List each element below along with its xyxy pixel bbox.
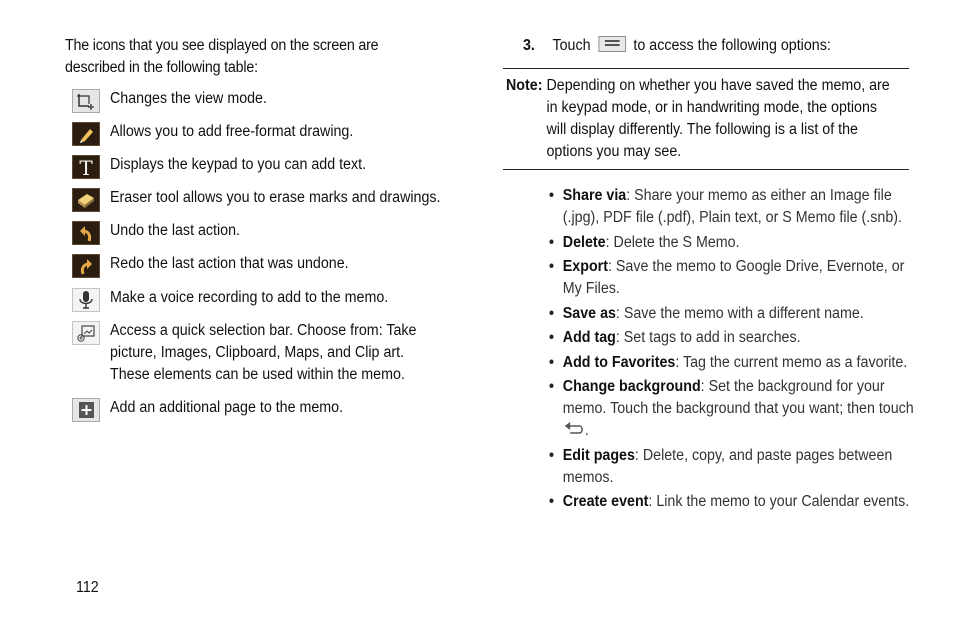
option-desc: : Link the memo to your Calendar events.: [648, 493, 910, 510]
option-desc: : Save the memo to Google Drive, Evernote, or My Files.: [562, 258, 905, 297]
eraser-icon: [72, 188, 100, 212]
note-block: [506, 75, 892, 163]
redo-icon: [72, 254, 100, 278]
option-desc-end: .: [584, 422, 589, 439]
option-term: Save as: [562, 304, 616, 322]
icon-desc: Allows you to add free-format drawing.: [110, 123, 354, 140]
svg-text:T: T: [79, 156, 93, 178]
add-page-icon: [72, 398, 100, 422]
note-bottom-rule: [503, 169, 909, 170]
icon-desc: Make a voice recording to add to the memo.: [110, 289, 389, 306]
note-text: Depending on whether you have saved the memo, are in keypad mode, or in handwriting mode, the options will display differently. The following is a list of the options you may see.: [546, 77, 890, 160]
icon-desc: Eraser tool allows you to erase marks and drawings.: [110, 189, 441, 206]
option-term: Add tag: [562, 329, 616, 346]
icon-desc: Displays the keypad to you can add text.: [110, 156, 367, 173]
list-item: • Create event: Link the memo to your Calendar events.: [549, 493, 910, 510]
pen-icon: [72, 122, 100, 146]
option-desc: : Set tags to add in searches.: [615, 329, 801, 346]
option-term: Add to Favorites: [562, 353, 676, 371]
note-label: Note:: [506, 77, 543, 94]
intro-paragraph: The icons that you see displayed on the screen are described in the following table:: [65, 37, 379, 76]
icon-desc: Undo the last action.: [110, 222, 241, 239]
option-term: Export: [562, 258, 608, 275]
list-item: • Edit pages: Delete, copy, and paste pages between memos.: [549, 446, 893, 486]
note-top-rule: [503, 68, 909, 69]
undo-icon: [72, 221, 100, 245]
list-item: • Share via: Share your memo as either an Image file (.jpg), PDF file (.pdf), Plain text, or S Memo file (.snb).: [549, 187, 902, 226]
option-desc: : Tag the current memo as a favorite.: [675, 353, 908, 371]
options-list: [549, 185, 917, 516]
option-desc: : Set the background for your memo. Touch the background that you want; then touch: [562, 378, 914, 417]
text-icon: [72, 155, 100, 179]
option-term: Change background: [562, 378, 701, 395]
icon-desc: Changes the view mode.: [110, 90, 267, 107]
option-desc: : Save the memo with a different name.: [615, 304, 864, 322]
option-term: Edit pages: [562, 446, 635, 464]
option-desc: : Delete the S Memo.: [605, 233, 740, 251]
option-desc: : Share your memo as either an Image file (.jpg), PDF file (.pdf), Plain text, or S Memo file (.snb).: [562, 187, 902, 226]
icon-desc: Add an additional page to the memo.: [110, 399, 344, 416]
back-icon: [563, 420, 585, 434]
list-item: • Add to Favorites: Tag the current memo as a favorite.: [549, 353, 908, 371]
list-item: • Export: Save the memo to Google Drive, Evernote, or My Files.: [549, 258, 905, 297]
option-desc: : Delete, copy, and paste pages between memos.: [562, 446, 893, 486]
step-3: [523, 35, 831, 57]
list-item: • Add tag: Set tags to add in searches.: [549, 329, 801, 346]
list-item: • Save as: Save the memo with a different name.: [549, 304, 864, 322]
list-item: • Delete: Delete the S Memo.: [549, 233, 740, 251]
list-item: • Change background: Set the background for your memo. Touch the background that you want; then touch .: [549, 378, 914, 439]
menu-icon: [598, 36, 626, 52]
insert-icon: [72, 321, 100, 345]
icon-desc: Access a quick selection bar. Choose from: Take picture, Images, Clipboard, Maps, and Clip art. These elements can be used within the memo.: [110, 322, 417, 383]
option-term: Share via: [562, 187, 627, 204]
view-mode-icon: [72, 89, 100, 113]
step-text-after: to access the following options:: [633, 37, 831, 54]
option-term: Delete: [562, 233, 606, 251]
step-text-before: Touch: [552, 37, 591, 54]
icon-desc: Redo the last action that was undone.: [110, 255, 349, 272]
step-number: 3.: [523, 37, 535, 54]
page-number: 112: [76, 579, 99, 596]
option-term: Create event: [562, 493, 649, 510]
microphone-icon: [72, 288, 100, 312]
